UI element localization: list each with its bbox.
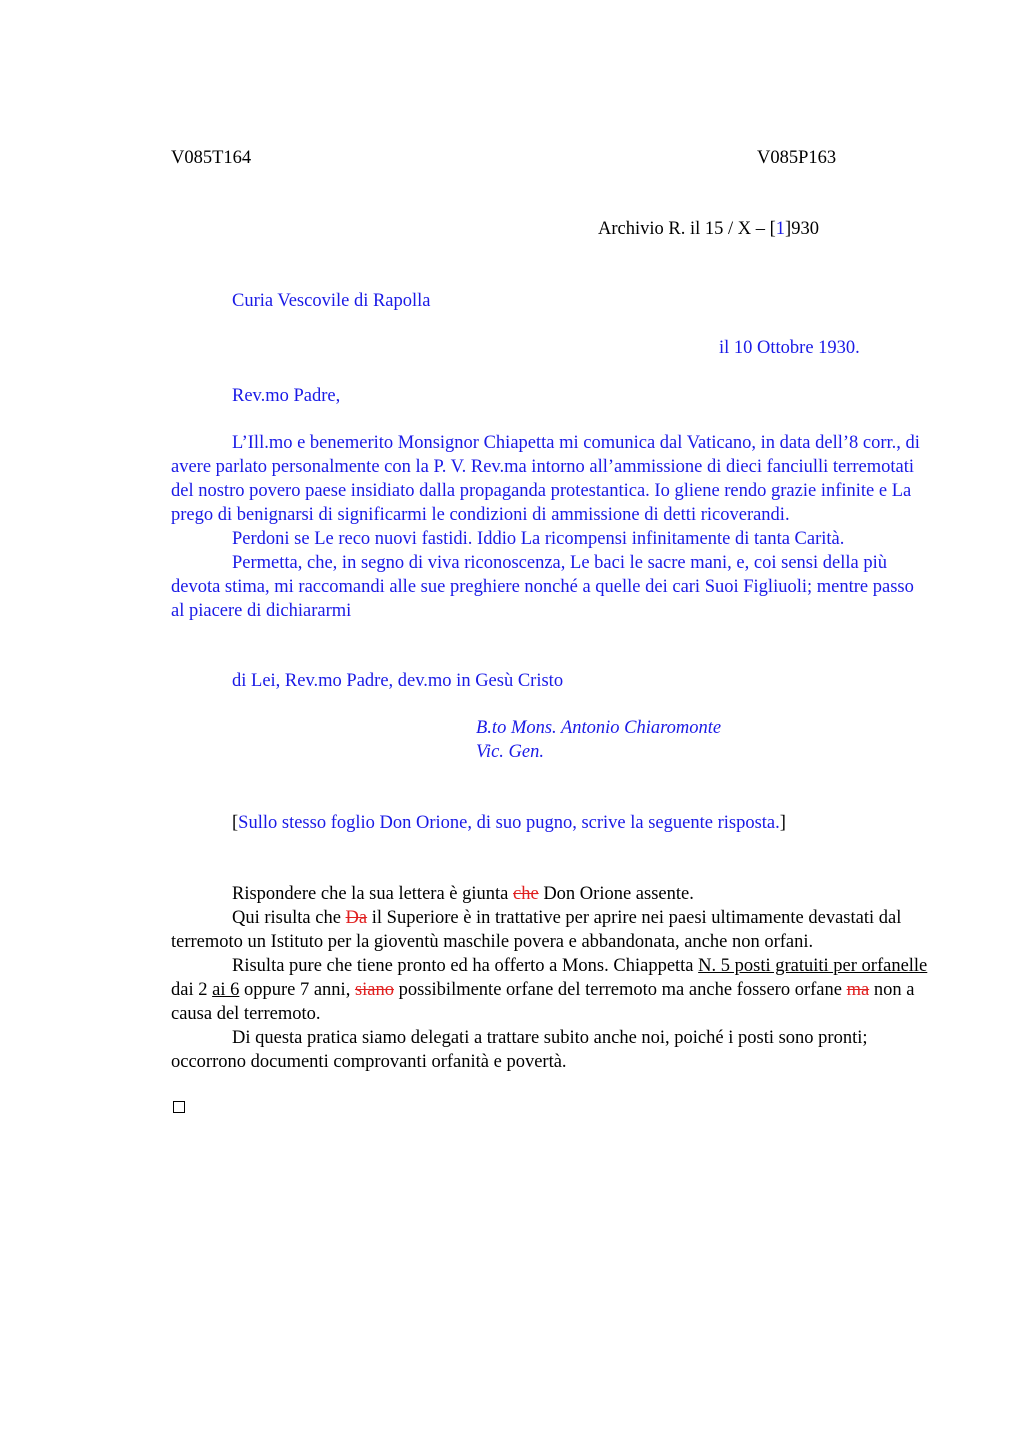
reply-body <box>171 882 931 1074</box>
underlined-text: N. 5 posti gratuiti per orfanelle <box>698 956 928 976</box>
reply-paragraph-1: Rispondere che la sua lettera è giunta che Don Orione assente. <box>232 884 694 904</box>
deleted-word: Da <box>345 908 368 928</box>
reply-paragraph-3: Risulta pure che tiene pronto ed ha offerto a Mons. Chiappetta N. 5 posti gratuiti per orfanelle dai 2 ai 6 oppure 7 anni, siano possibilmente orfane del terremoto ma anche fossero orfane ma non a causa del terremoto. <box>171 956 928 1024</box>
letter-body <box>171 431 931 623</box>
letter-paragraph: Permetta, che, in segno di viva riconoscenza, Le baci le sacre mani, e, coi sensi della più devota stima, mi raccomandi alle sue preghiere nonché a quelle dei cari Suoi Figliuoli; mentre passo al piacere di dichiararmi <box>171 553 914 621</box>
editorial-note <box>232 811 786 835</box>
letter-date: il 10 Ottobre 1930. <box>719 338 860 358</box>
deleted-word: siano <box>354 980 395 1000</box>
letter-closing: di Lei, Rev.mo Padre, dev.mo in Gesù Cristo <box>232 671 564 691</box>
right-document-code: V085P163 <box>757 148 837 168</box>
letter-paragraph: L’Ill.mo e benemerito Monsignor Chiapetta mi comunica dal Vaticano, in data dell’8 corr., di avere parlato personalmente con la P. V. Rev.ma intorno all’ammissione di dieci fanciulli terremotati del nostro povero paese insidiato dalla propaganda protestantica. Io gliene rendo grazie infinite e La prego di benignarsi di significarmi le condizioni di ammissione di detti ricoverandi. <box>171 433 920 525</box>
end-checkbox-icon <box>173 1101 185 1113</box>
archive-line <box>598 217 819 241</box>
sender-line: Curia Vescovile di Rapolla <box>232 291 431 311</box>
archive-suffix: ]930 <box>785 219 819 239</box>
note-close-bracket: ] <box>779 813 786 833</box>
reply-paragraph-4: Di questa pratica siamo delegati a trattare subito anche noi, poiché i posti sono pronti; occorrono documenti comprovanti orfanità e povertà. <box>171 1028 868 1072</box>
left-document-code: V085T164 <box>171 148 252 168</box>
signature-name: B.to Mons. Antonio Chiaromonte <box>476 718 722 738</box>
deleted-word: che <box>513 884 539 904</box>
note-text: Sullo stesso foglio Don Orione, di suo pugno, scrive la seguente risposta. <box>238 813 780 833</box>
note-open-bracket: [ <box>232 813 239 833</box>
signature-title: Vic. Gen. <box>476 742 544 762</box>
archive-bracket-number: 1 <box>775 219 786 239</box>
deleted-word: ma <box>846 980 870 1000</box>
reply-paragraph-2: Qui risulta che Da il Superiore è in trattative per aprire nei paesi ultimamente devastati dal terremoto un Istituto per la gioventù maschile povera e abbandonata, anche non orfani. <box>171 908 902 952</box>
salutation: Rev.mo Padre, <box>232 386 341 406</box>
letter-paragraph: Perdoni se Le reco nuovi fastidi. Iddio La ricompensi infinitamente di tanta Carità. <box>232 529 845 549</box>
archive-prefix: Archivio R. il 15 / X – [ <box>598 219 776 239</box>
underlined-text: ai 6 <box>212 980 240 1000</box>
